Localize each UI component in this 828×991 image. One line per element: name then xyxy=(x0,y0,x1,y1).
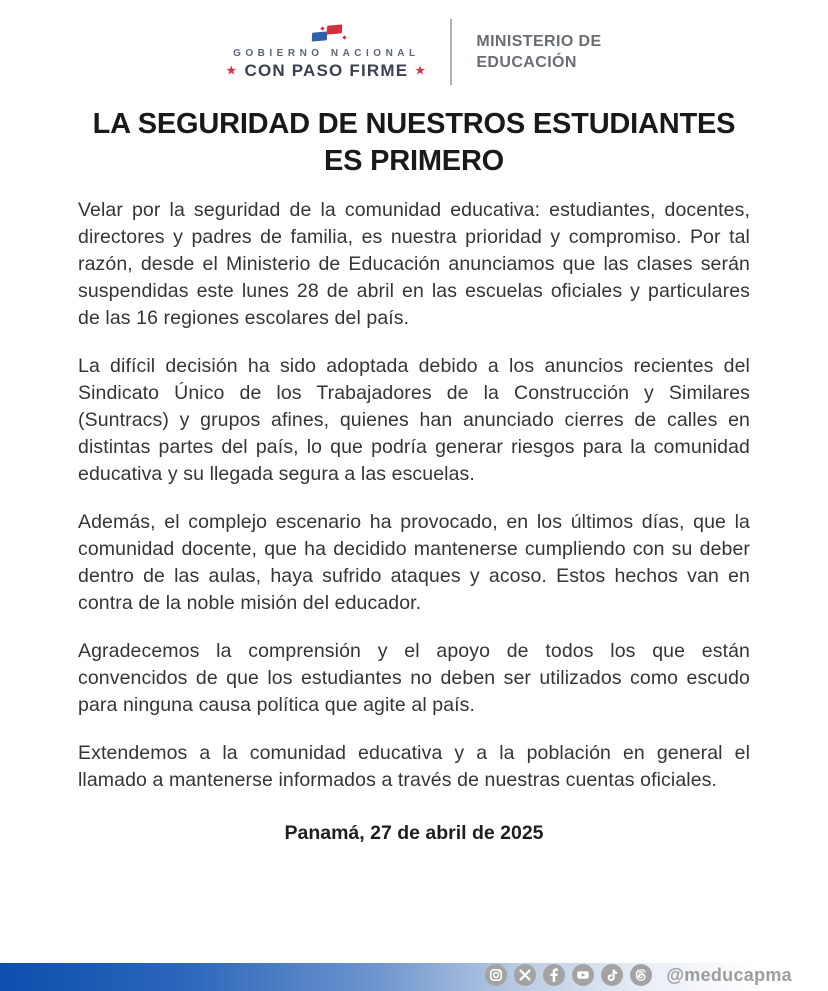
ministry-name xyxy=(476,31,601,73)
instagram-icon xyxy=(484,963,508,987)
header-divider xyxy=(450,19,452,85)
ministry-line2: EDUCACIÓN xyxy=(476,54,577,71)
header xyxy=(0,0,828,92)
paragraph: Velar por la seguridad de la comunidad educativa: estudiantes, docentes, directores y padres de familia, es nuestra prioridad y compromiso. Por tal razón, desde el Ministerio de Educación anunciamos que las clases serán suspendidas este lunes 28 de abril en las escuelas oficiales y particulares de las 16 regiones escolares del país. xyxy=(78,199,750,329)
gobierno-nacional-logo xyxy=(226,23,426,81)
flag-star-accent xyxy=(343,35,347,39)
paragraph: Extendemos a la comunidad educativa y a la población en general el llamado a mantenerse informados a través de nuestras cuentas oficiales. xyxy=(78,742,750,791)
title-line2: ES PRIMERO xyxy=(323,145,505,177)
paragraph: Agradecemos la comprensión y el apoyo de todos los que están convencidos de que los estudiantes no deben ser utilizados como escudo para ninguna causa política que agite al país. xyxy=(78,640,750,716)
page-title xyxy=(0,106,828,180)
star-icon: ★ xyxy=(226,64,238,77)
youtube-icon xyxy=(571,963,595,987)
flag-blue-shape xyxy=(312,31,328,41)
con-paso-firme-label xyxy=(226,61,426,81)
ministry-line1: MINISTERIO DE xyxy=(476,33,602,50)
x-icon xyxy=(513,963,537,987)
flag-star-accent xyxy=(321,26,325,30)
tiktok-icon xyxy=(600,963,624,987)
social-handle: @meducapma xyxy=(666,964,792,985)
facebook-icon xyxy=(542,963,566,987)
paragraph: Además, el complejo escenario ha provocado, en los últimos días, que la comunidad docente, que ha decidido mantenerse cumpliendo con su deber dentro de las aulas, haya sufrido ataques y acoso. Estos hechos van en contra de la noble misión del educador. xyxy=(78,511,750,614)
gobierno-nacional-label: GOBIERNO NACIONAL xyxy=(233,48,420,59)
announcement-body xyxy=(0,197,828,794)
title-line1: LA SEGURIDAD DE NUESTROS ESTUDIANTES xyxy=(92,108,736,140)
star-icon: ★ xyxy=(415,64,427,77)
paragraph: La difícil decisión ha sido adoptada debido a los anuncios recientes del Sindicato Único de los Trabajadores de la Construcción y Similares (Suntracs) y grupos afines, quienes han anunciado cierres de calles en distintas partes del país, lo que podría generar riesgos para la comunidad educativa y su llegada segura a las escuelas. xyxy=(78,355,750,485)
threads-icon xyxy=(629,963,653,987)
flag-red-shape xyxy=(327,24,343,34)
con-paso-firme-text: CON PASO FIRME xyxy=(244,61,409,80)
date-line: Panamá, 27 de abril de 2025 xyxy=(284,822,544,844)
social-row xyxy=(484,961,792,989)
panama-flag-icon xyxy=(304,23,348,45)
